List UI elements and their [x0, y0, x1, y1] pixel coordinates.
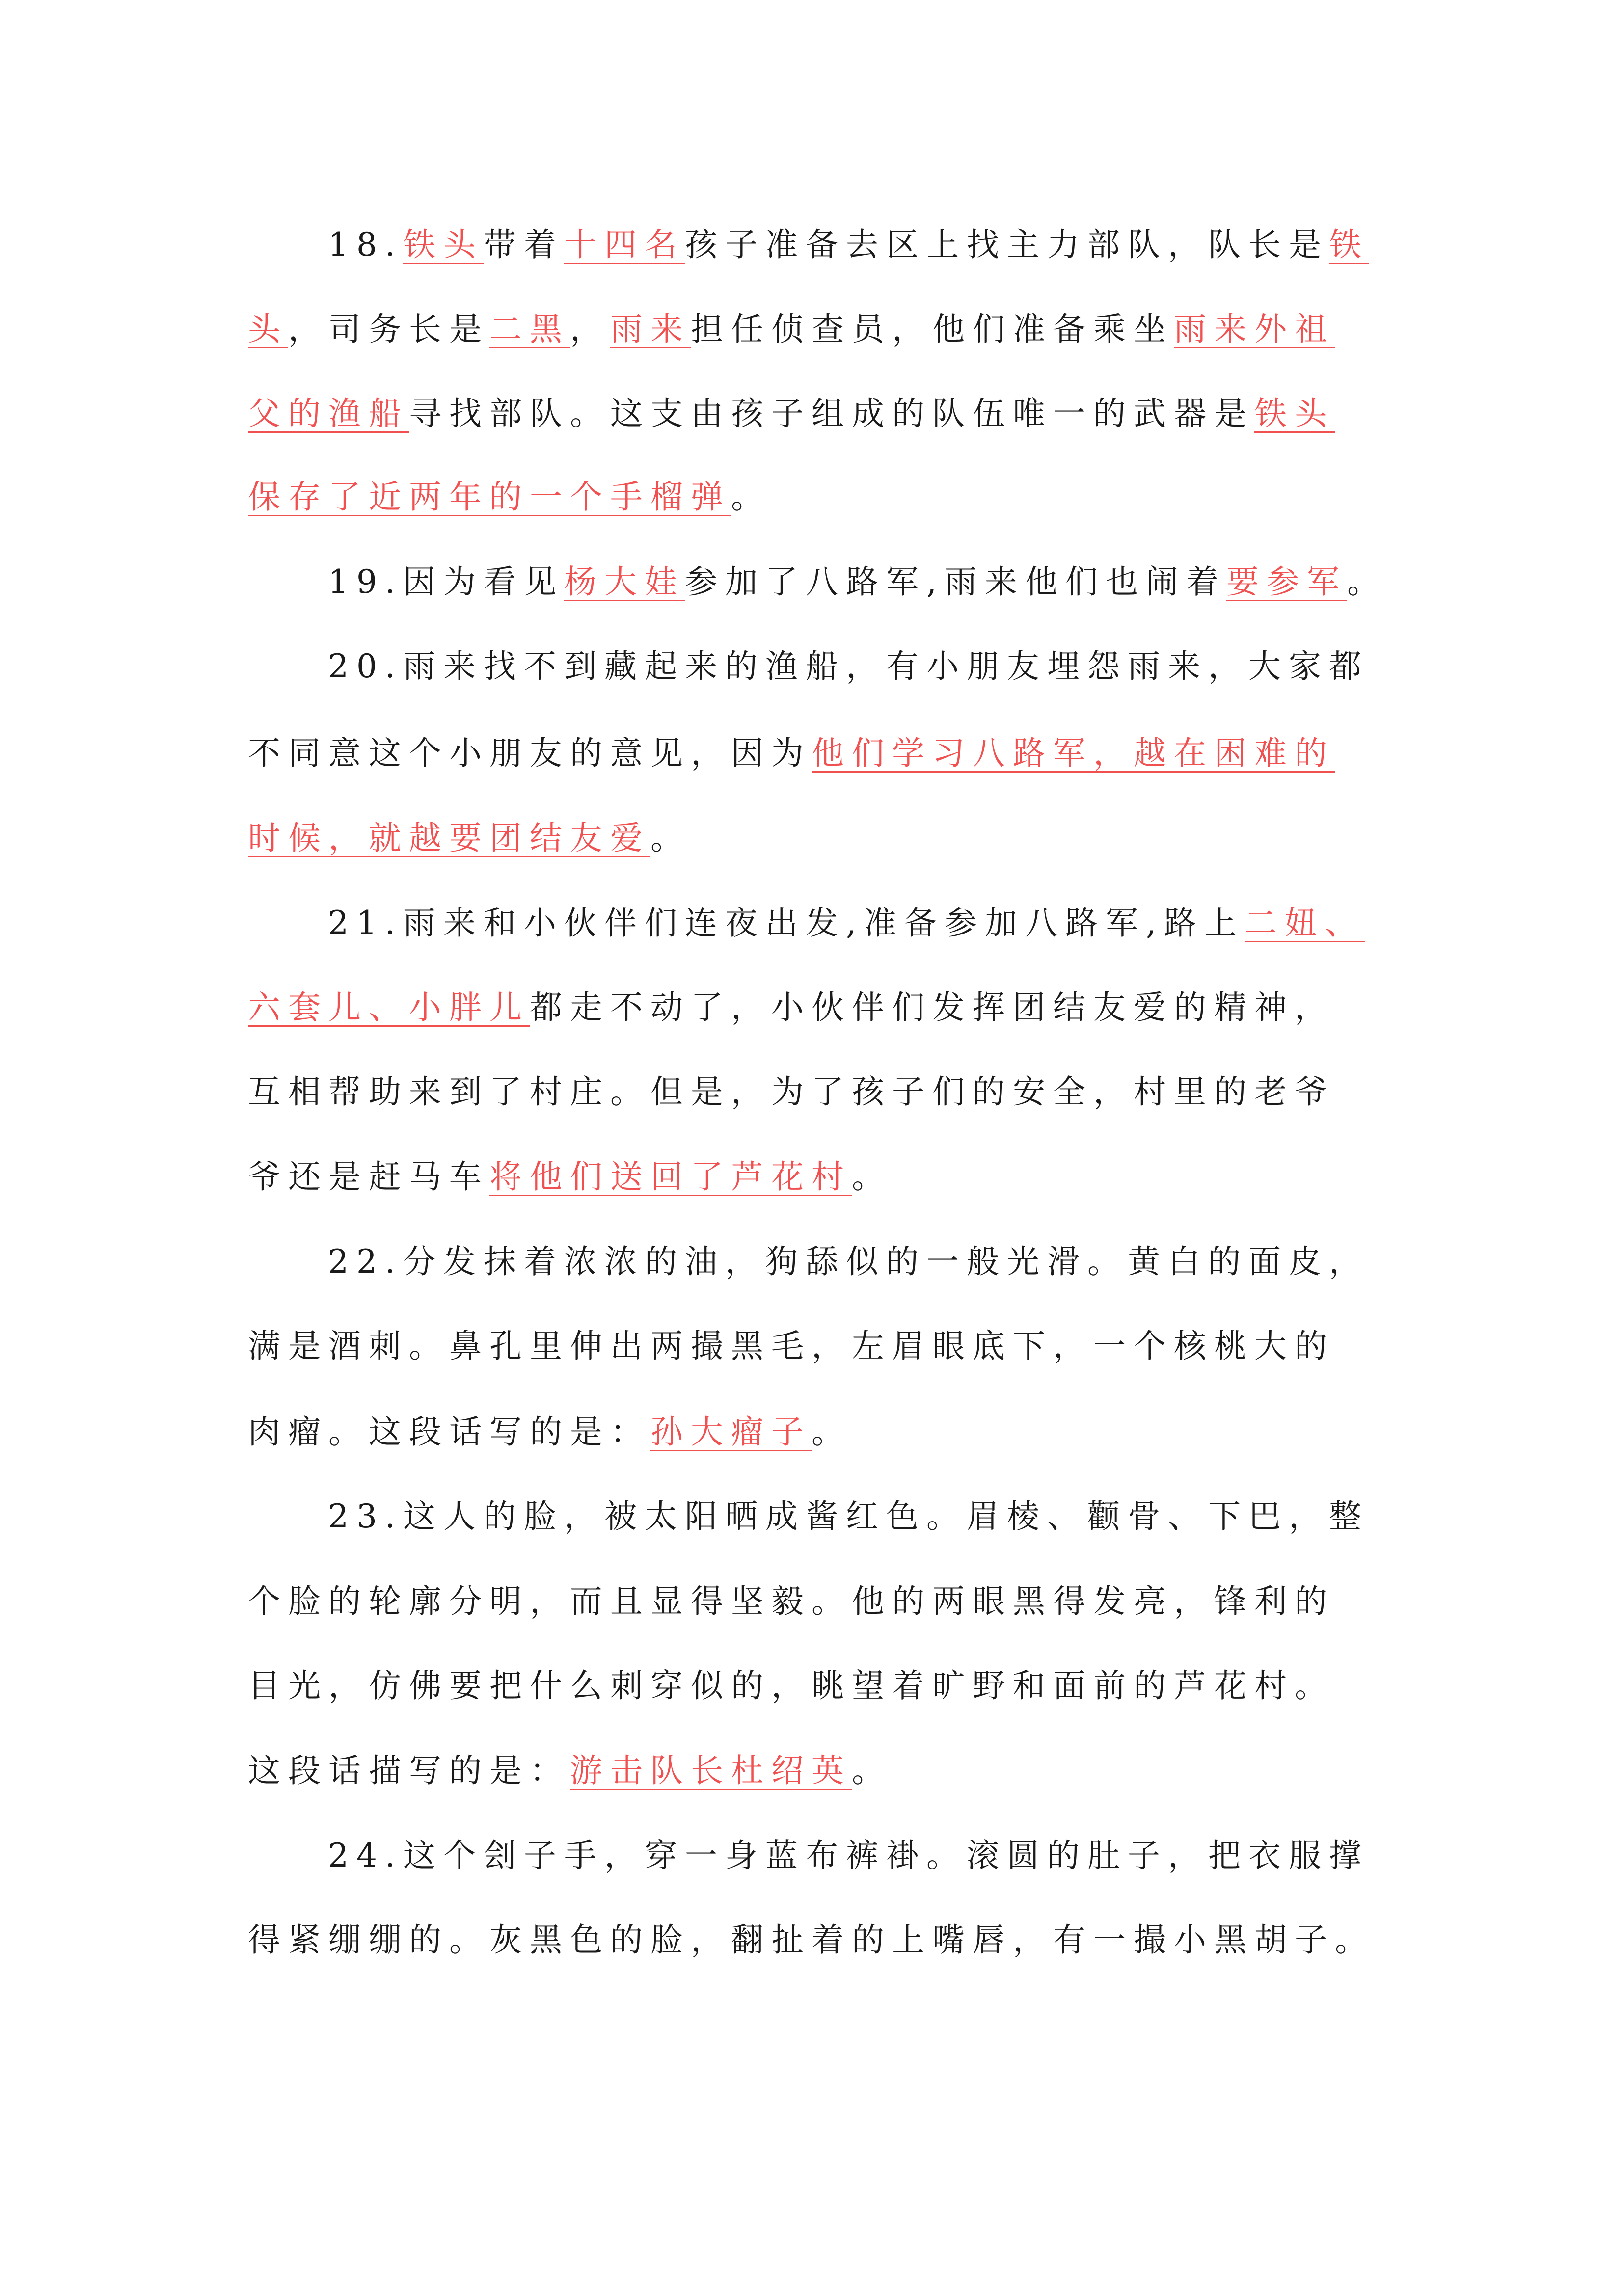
body-text: 个脸的轮廓分明，而且显得坚毅。他的两眼黑得发亮，锋利的 — [248, 1582, 1335, 1620]
body-text: 。 — [852, 1752, 892, 1789]
body-text: 肉瘤。这段话写的是： — [248, 1413, 650, 1451]
answer-text: 六套儿、小胖儿 — [248, 988, 530, 1026]
body-text: ， — [570, 310, 610, 348]
body-text: 。 — [731, 478, 771, 516]
body-text: 这段话描写的是： — [248, 1752, 570, 1789]
body-text: 得紧绷绷的。灰黑色的脸，翻扯着的上嘴唇，有一撮小黑胡子。 — [248, 1921, 1375, 1959]
answer-text: 头 — [248, 310, 288, 348]
body-text: 参加了八路军,雨来他们也闹着 — [684, 563, 1226, 601]
q23-line — [248, 1667, 1335, 1705]
q18-line — [248, 478, 771, 516]
body-text: 爷还是赶马车 — [248, 1158, 489, 1196]
body-text: 带着 — [483, 226, 564, 264]
body-text: 20.雨来找不到藏起来的渔船，有小朋友埋怨雨来，大家都 — [328, 647, 1369, 685]
q21-line — [248, 1158, 892, 1196]
answer-text: 他们学习八路军，越在困难的 — [812, 734, 1335, 772]
body-text: 。 — [650, 819, 691, 857]
q20-line — [328, 647, 1369, 685]
answer-text: 时候，就越要团结友爱 — [248, 819, 650, 857]
q23-line — [328, 1497, 1369, 1535]
q22-line — [248, 1413, 852, 1451]
q21-line — [248, 1073, 1335, 1111]
answer-text: 游击队长杜绍英 — [570, 1752, 852, 1789]
body-text: 。 — [852, 1158, 892, 1196]
answer-text: 二妞、 — [1244, 904, 1365, 942]
answer-text: 十四名 — [564, 226, 685, 264]
q21-line — [328, 904, 1365, 942]
q24-line — [328, 1837, 1369, 1874]
body-text: 24.这个刽子手，穿一身蓝布裤褂。滚圆的肚子，把衣服撑 — [328, 1837, 1369, 1874]
answer-text: 杨大娃 — [564, 563, 685, 601]
body-text: 。 — [812, 1413, 852, 1451]
answer-text: 铁头 — [403, 226, 484, 264]
answer-text: 父的渔船 — [248, 395, 409, 432]
body-text: 23.这人的脸，被太阳晒成酱红色。眉棱、颧骨、下巴，整 — [328, 1497, 1369, 1535]
body-text: 互相帮助来到了村庄。但是，为了孩子们的安全，村里的老爷 — [248, 1073, 1335, 1111]
answer-text: 铁头 — [1254, 395, 1335, 432]
body-text: 孩子准备去区上找主力部队，队长是 — [684, 226, 1329, 264]
answer-text: 将他们送回了芦花村 — [489, 1158, 852, 1196]
q20-line — [248, 819, 691, 857]
q18-line — [328, 226, 1369, 264]
answer-text: 铁 — [1328, 226, 1369, 264]
body-text: ，司务长是 — [288, 310, 489, 348]
body-text: 18. — [328, 226, 403, 264]
body-text: 22.分发抹着浓浓的油，狗舔似的一般光滑。黄白的面皮， — [328, 1243, 1369, 1281]
answer-text: 雨来外祖 — [1174, 310, 1335, 348]
q18-line — [248, 395, 1335, 432]
body-text: 19.因为看见 — [328, 563, 564, 601]
answer-text: 保存了近两年的一个手榴弹 — [248, 478, 731, 516]
q23-line — [248, 1752, 892, 1789]
answer-text: 要参军 — [1226, 563, 1347, 601]
body-text: 不同意这个小朋友的意见，因为 — [248, 734, 812, 772]
answer-text: 雨来 — [610, 310, 691, 348]
q19-line — [328, 563, 1387, 601]
q24-line — [248, 1921, 1375, 1959]
q23-line — [248, 1582, 1335, 1620]
q22-line — [248, 1327, 1335, 1365]
q22-line — [328, 1243, 1369, 1281]
answer-text: 孙大瘤子 — [650, 1413, 812, 1451]
body-text: 担任侦查员，他们准备乘坐 — [691, 310, 1174, 348]
q18-line — [248, 310, 1335, 348]
q21-line — [248, 988, 1335, 1026]
body-text: 目光，仿佛要把什么刺穿似的，眺望着旷野和面前的芦花村。 — [248, 1667, 1335, 1705]
body-text: 21.雨来和小伙伴们连夜出发,准备参加八路军,路上 — [328, 904, 1245, 942]
body-text: 寻找部队。这支由孩子组成的队伍唯一的武器是 — [409, 395, 1254, 432]
body-text: 。 — [1347, 563, 1387, 601]
body-text: 都走不动了，小伙伴们发挥团结友爱的精神， — [530, 988, 1335, 1026]
body-text: 满是酒刺。鼻孔里伸出两撮黑毛，左眉眼底下，一个核桃大的 — [248, 1327, 1335, 1365]
q20-line — [248, 734, 1335, 772]
answer-text: 二黑 — [489, 310, 570, 348]
